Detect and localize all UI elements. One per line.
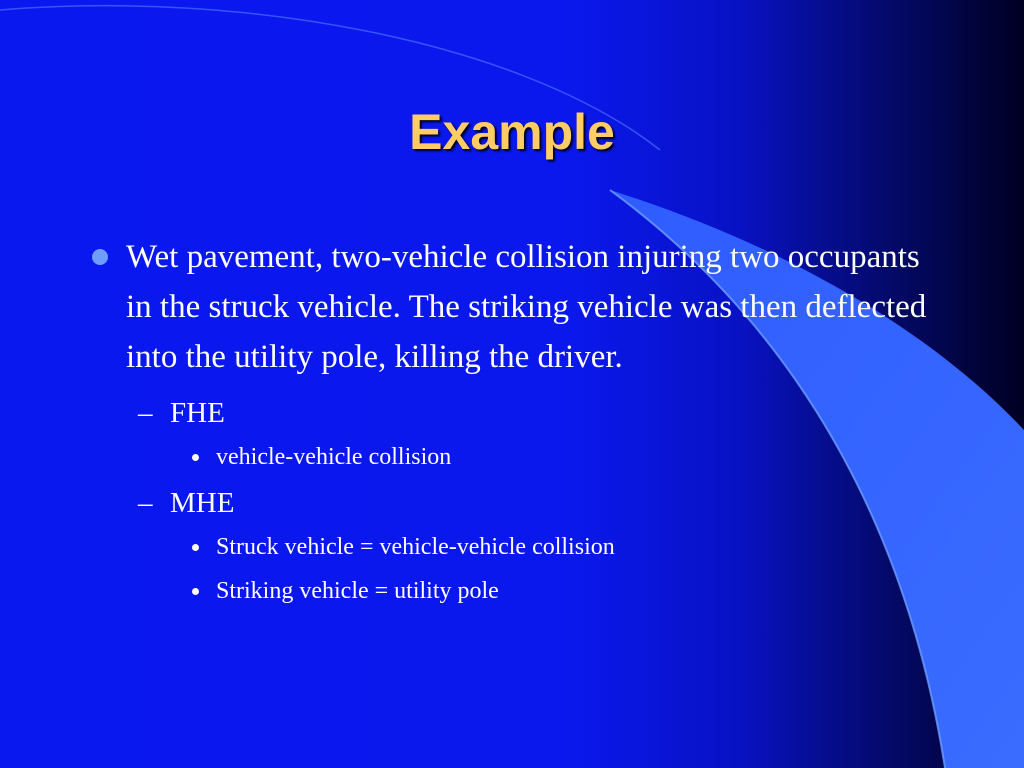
dash-icon: – [138,487,153,519]
sub-item-fhe [90,396,950,430]
slide-body [90,232,950,606]
small-bullet-icon [192,588,199,595]
small-bullet-icon [192,454,199,461]
detail-text: vehicle-vehicle collision [216,444,452,470]
sub-item-label: MHE [170,487,235,519]
detail-item [90,532,950,562]
sub-item-label: FHE [170,397,225,429]
detail-text: Struck vehicle = vehicle-vehicle collision [216,534,615,560]
main-bullet-item [90,232,950,382]
sub-item-mhe [90,486,950,520]
detail-text: Striking vehicle = utility pole [216,578,499,604]
bullet-dot-icon [92,249,108,265]
main-bullet-text: Wet pavement, two-vehicle collision injuring two occupants in the struck vehicle. The striking vehicle was then deflected into the utility pole, killing the driver. [126,239,927,375]
slide-title: Example [409,104,615,160]
detail-item [90,442,950,472]
small-bullet-icon [192,544,199,551]
dash-icon: – [138,397,153,429]
detail-item [90,576,950,606]
